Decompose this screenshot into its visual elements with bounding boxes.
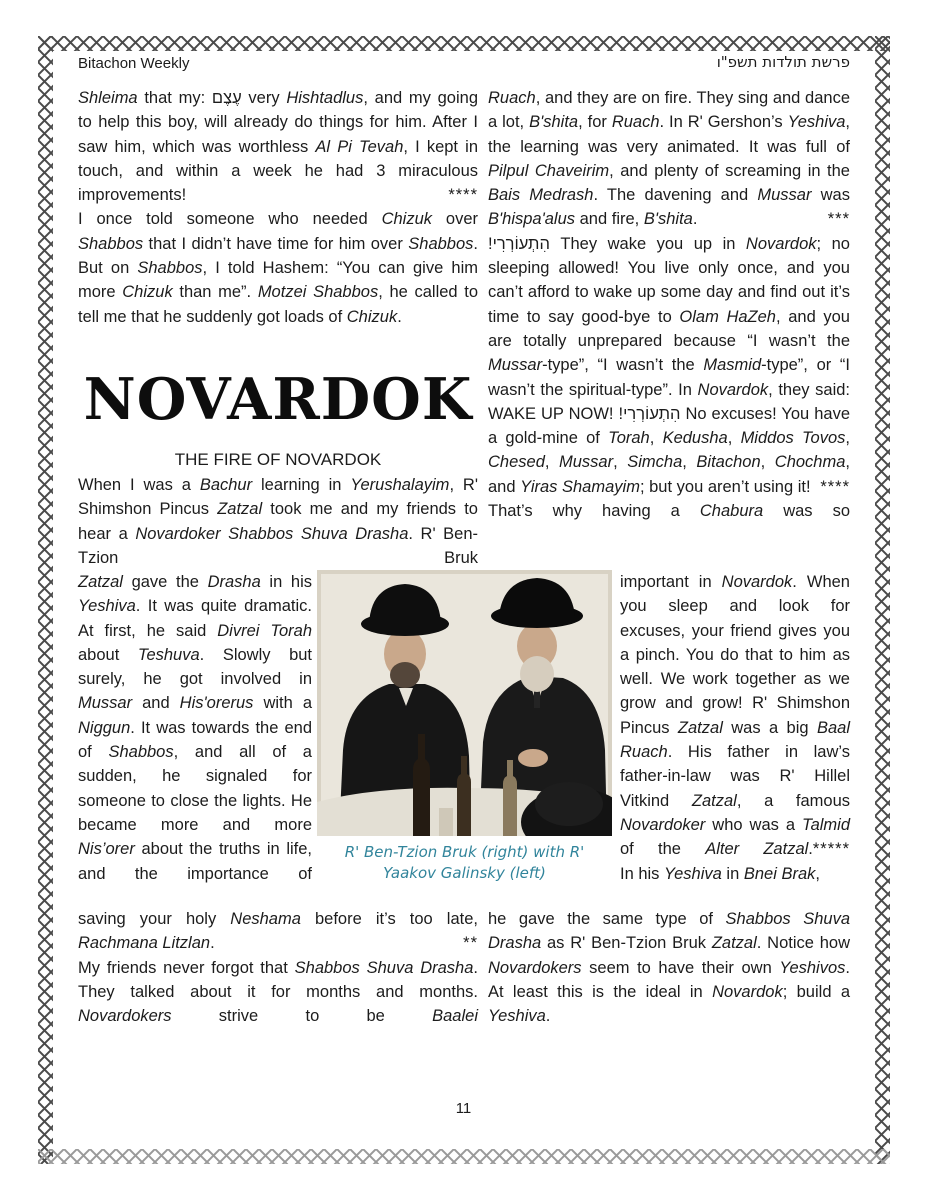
body-paragraph: Shleima that my: עֶצֶם very Hishtadlus, and my going to help this boy, will already do things for him. After I saw him, which was worthless Al Pi Tevah, I kept in touch, and within a week he had 3 miraculous improvements! **** [78,86,478,207]
border-right-decoration [875,36,890,1164]
body-paragraph: important in Novardok. When you sleep and look for excuses, your friend gives you a pinch. You do that to him as well. We work together as we grow and grow! R' Shimshon Pincus Zatzal was a big Baal Ruach. His father in law’s father-in-law was R' Hillel Vitkind Zatzal, a famous Novardoker who was a Talmid of the Alter Zatzal. ***** [620,570,850,862]
newsletter-title: Bitachon Weekly [78,55,190,72]
parsha-header: פרשת תולדות תשפ"ו [716,53,850,71]
right-column-bottom [488,907,850,1028]
section-separator-stars: **** [820,477,850,496]
body-paragraph: Zatzal gave the Drasha in his Yeshiva. It was quite dramatic. At first, he said Divrei Torah about Teshuva. Slowly but surely, he got involved in Mussar and His'orerus with a Niggun. It was towards the end of Shabbos, and all of a sudden, he signaled for someone to close the lights. He became more and more Nis’orer about the truths in life, and the importance of [78,573,313,883]
right-column-narrow-beside-photo [620,570,850,886]
body-paragraph: In his Yeshiva in Bnei Brak, [620,864,820,883]
section-separator-stars: *** [827,210,850,229]
section-separator-stars: **** [448,186,478,205]
section-title-novardok: NOVARDOK [83,366,473,433]
right-column-top [488,86,850,523]
body-paragraph: he gave the same type of Shabbos Shuva Drasha as R' Ben-Tzion Bruk Zatzal. Notice how Novardokers seem to have their own Yeshivos. At least this is the ideal in Novardok; build a Yeshiva. [488,910,851,1026]
body-paragraph: הִתְעוֹרְרִי!‏ They wake you up in Novardok; no sleeping allowed! You live only once, and you can’t afford to wake up some day and find out it’s time to say good-bye to Olam HaZeh, and you are totally unprepared because “I wasn’t the Mussar-type”, “I wasn’t the Masmid-type”, or “I wasn’t the spiritual-type”. In Novardok, they said: WAKE UP NOW! הִתְעוֹרְרִי!‏ No excuses! You have a gold-mine of Torah, Kedusha, Middos Tovos, Chesed, Mussar, Simcha, Bitachon, Chochma, and Yiras Shamayim; but you aren’t using it! **** [488,232,850,499]
photo-caption: R' Ben-Tzion Bruk (right) with R' Yaakov Galinsky (left) [344,843,585,882]
left-column-top [78,86,478,329]
border-left-decoration [38,36,53,1164]
body-paragraph: When I was a Bachur learning in Yerushalayim, R' Shimshon Pincus Zatzal took me and my friends to hear a Novardoker Shabbos Shuva Drasha. R' Ben-Tzion Bruk [78,476,479,567]
body-paragraph: I once told someone who needed Chizuk over Shabbos that I didn’t have time for him over Shabbos. But on Shabbos, I told Hashem: “You can give him more Chizuk than me”. Motzei Shabbos, he called to tell me that he suddenly got loads of Chizuk. [78,210,479,326]
border-bottom-decoration [38,1149,890,1164]
body-paragraph: saving your holy Neshama before it’s too late, Rachmana Litzlan. ** [78,907,478,956]
section-separator-stars: ** [463,934,478,953]
body-paragraph: That’s why having a Chabura was so [488,502,850,521]
photo-of-rabbis [317,570,612,836]
rabbis-photo-illustration [317,570,612,836]
left-column-bottom [78,907,478,1028]
section-subtitle: THE FIRE OF NOVARDOK [174,450,382,469]
left-column-narrow-beside-photo [78,570,312,886]
section-separator-stars: ***** [812,840,850,859]
page-number: 11 [455,1100,472,1117]
body-paragraph: My friends never forgot that Shabbos Shuva Drasha. They talked about it for months and months. Novardokers strive to be Baalei [78,958,478,1026]
border-top-decoration [38,36,890,51]
body-paragraph: Ruach, and they are on fire. They sing and dance a lot, B'shita, for Ruach. In R' Gershon’s Yeshiva, the learning was very animated. It was full of Pilpul Chaveirim, and plenty of screaming in the Bais Medrash. The davening and Mussar was B'hispa'alus and fire, B'shita. *** [488,86,850,232]
left-column-wide [78,473,478,570]
